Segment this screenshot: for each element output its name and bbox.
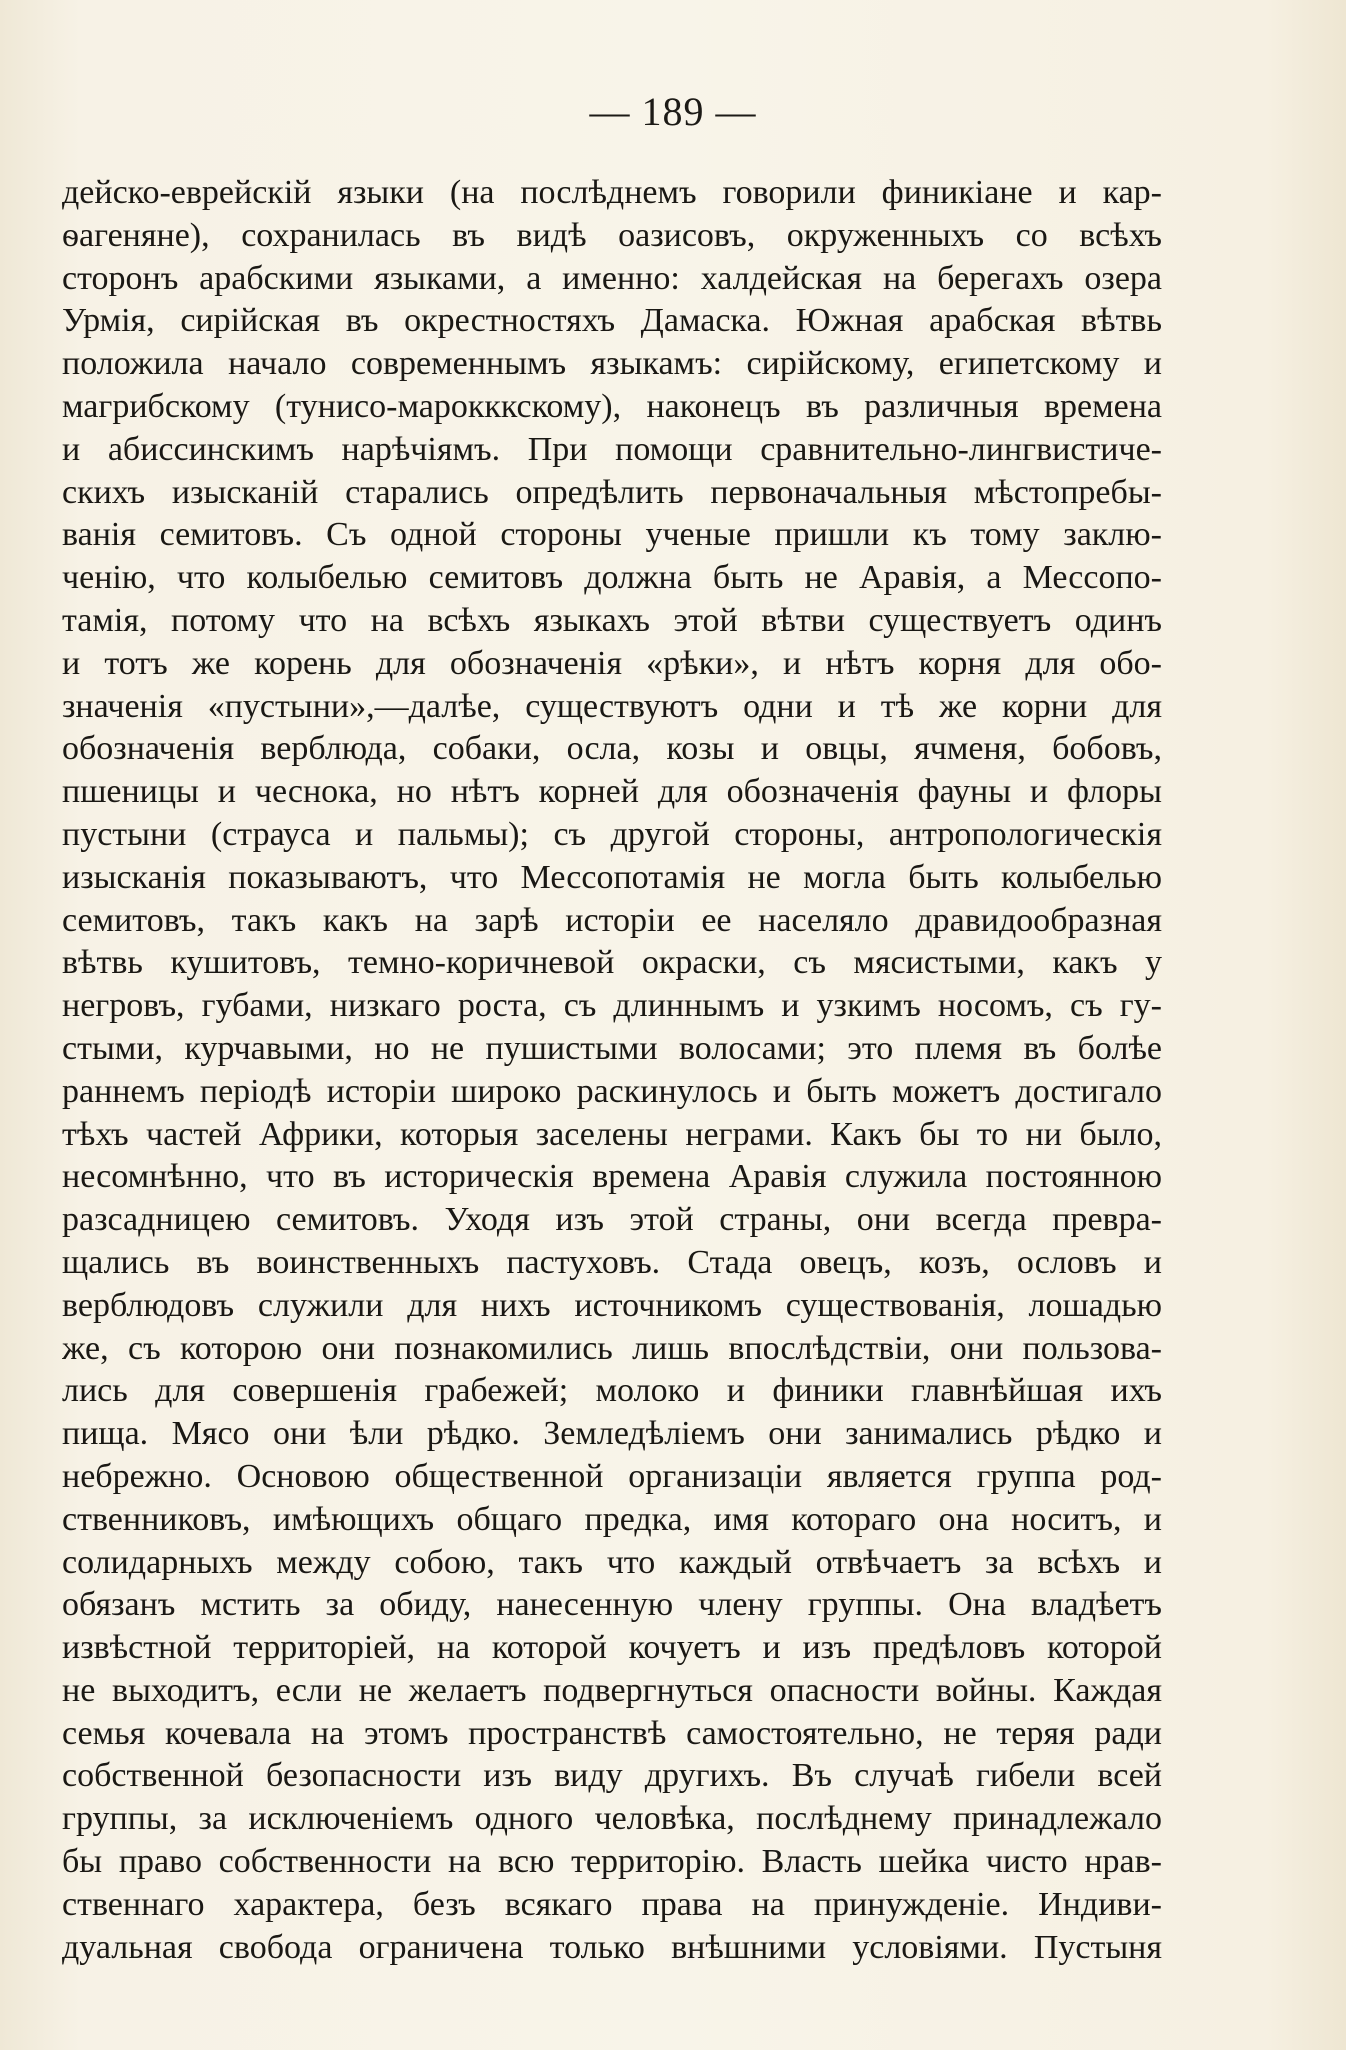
text-line: извѣстной территоріей, на которой кочуетъ и изъ предѣловъ которой: [62, 1629, 1162, 1667]
text-line: раннемъ періодѣ исторіи широко раскинулось и быть можетъ достигало: [62, 1072, 1162, 1110]
page-number: — 189 —: [589, 89, 757, 134]
text-line: ченію, что колыбелью семитовъ должна быть не Аравія, а Мессопо-: [62, 559, 1162, 597]
text-line: верблюдовъ служили для нихъ источникомъ существованія, лошадью: [62, 1286, 1162, 1324]
text-line: обязанъ мстить за обиду, нанесенную члену группы. Она владѣетъ: [62, 1586, 1162, 1624]
text-line: магрибскому (тунисо-марокккскому), наконецъ въ различныя времена: [62, 387, 1162, 425]
text-line: группы, за исключеніемъ одного человѣка, послѣднему принадлежало: [62, 1800, 1162, 1838]
text-line: негровъ, губами, низкаго роста, съ длиннымъ и узкимъ носомъ, съ гу-: [62, 987, 1162, 1025]
text-line: сторонъ арабскими языками, а именно: халдейская на берегахъ озера: [62, 259, 1162, 297]
text-line: изысканія показываютъ, что Мессопотамія не могла быть колыбелью: [62, 858, 1162, 896]
text-line: и тотъ же корень для обозначенія «рѣки», и нѣтъ корня для обо-: [62, 644, 1162, 682]
text-line: дейско-еврейскій языки (на послѣднемъ говорили финикіане и кар-: [62, 174, 1162, 211]
text-line: Урмія, сирійская въ окрестностяхъ Дамаска. Южная арабская вѣтвь: [62, 302, 1162, 340]
text-line: положила начало современнымъ языкамъ: сирійскому, египетскому и: [62, 345, 1162, 383]
text-line: небрежно. Основою общественной организаціи является группа род-: [62, 1457, 1162, 1495]
text-line: пища. Мясо они ѣли рѣдко. Земледѣліемъ они занимались рѣдко и: [62, 1415, 1162, 1453]
text-line: тамія, потому что на всѣхъ языкахъ этой вѣтви существуетъ одинъ: [62, 601, 1162, 639]
text-line: щались въ воинственныхъ пастуховъ. Стада овецъ, козъ, ословъ и: [62, 1243, 1162, 1281]
text-line: значенія «пустыни»,—далѣе, существуютъ одни и тѣ же корни для: [62, 687, 1162, 725]
text-line: лись для совершенія грабежей; молоко и финики главнѣйшая ихъ: [62, 1372, 1162, 1410]
body-text: [62, 172, 1162, 1969]
text-line: не выходитъ, если не желаетъ подвергнуться опасности войны. Каждая: [62, 1671, 1162, 1709]
text-line: собственной безопасности изъ виду другихъ. Въ случаѣ гибели всей: [62, 1757, 1162, 1795]
text-line: же, съ которою они познакомились лишь впослѣдствіи, они пользова-: [62, 1329, 1162, 1367]
text-line: дуальная свобода ограничена только внѣшними условіями. Пустыня: [62, 1928, 1162, 1966]
text-line: ѳагеняне), сохранилась въ видѣ оазисовъ, окруженныхъ со всѣхъ: [62, 216, 1162, 254]
text-line: пшеницы и чеснока, но нѣтъ корней для обозначенія фауны и флоры: [62, 773, 1162, 811]
text-line: ственниковъ, имѣющихъ общаго предка, имя котораго она носитъ, и: [62, 1500, 1162, 1538]
text-line: вѣтвь кушитовъ, темно-коричневой окраски, съ мясистыми, какъ у: [62, 944, 1162, 982]
text-line: пустыни (страуса и пальмы); съ другой стороны, антропологическія: [62, 815, 1162, 853]
text-line: и абиссинскимъ нарѣчіямъ. При помощи сравнительно-лингвистиче-: [62, 430, 1162, 468]
text-line: скихъ изысканій старались опредѣлить первоначальныя мѣстопребы-: [62, 473, 1162, 511]
text-line: тѣхъ частей Африки, которыя заселены неграми. Какъ бы то ни было,: [62, 1115, 1162, 1153]
text-line: стыми, курчавыми, но не пушистыми волосами; это племя въ болѣе: [62, 1029, 1162, 1067]
text-line: разсадницею семитовъ. Уходя изъ этой страны, они всегда превра-: [62, 1201, 1162, 1239]
text-line: бы право собственности на всю территорію. Власть шейка чисто нрав-: [62, 1843, 1162, 1881]
text-line: семитовъ, такъ какъ на зарѣ исторіи ее населяло дравидообразная: [62, 901, 1162, 939]
text-line: обозначенія верблюда, собаки, осла, козы и овцы, ячменя, бобовъ,: [62, 730, 1162, 768]
text-line: солидарныхъ между собою, такъ что каждый отвѣчаетъ за всѣхъ и: [62, 1543, 1162, 1581]
text-line: ванія семитовъ. Съ одной стороны ученые пришли къ тому заклю-: [62, 516, 1162, 554]
text-line: несомнѣнно, что въ историческія времена Аравія служила постоянною: [62, 1158, 1162, 1196]
text-line: ственнаго характера, безъ всякаго права на принужденіе. Индиви-: [62, 1885, 1162, 1923]
text-line: семья кочевала на этомъ пространствѣ самостоятельно, не теряя ради: [62, 1714, 1162, 1752]
